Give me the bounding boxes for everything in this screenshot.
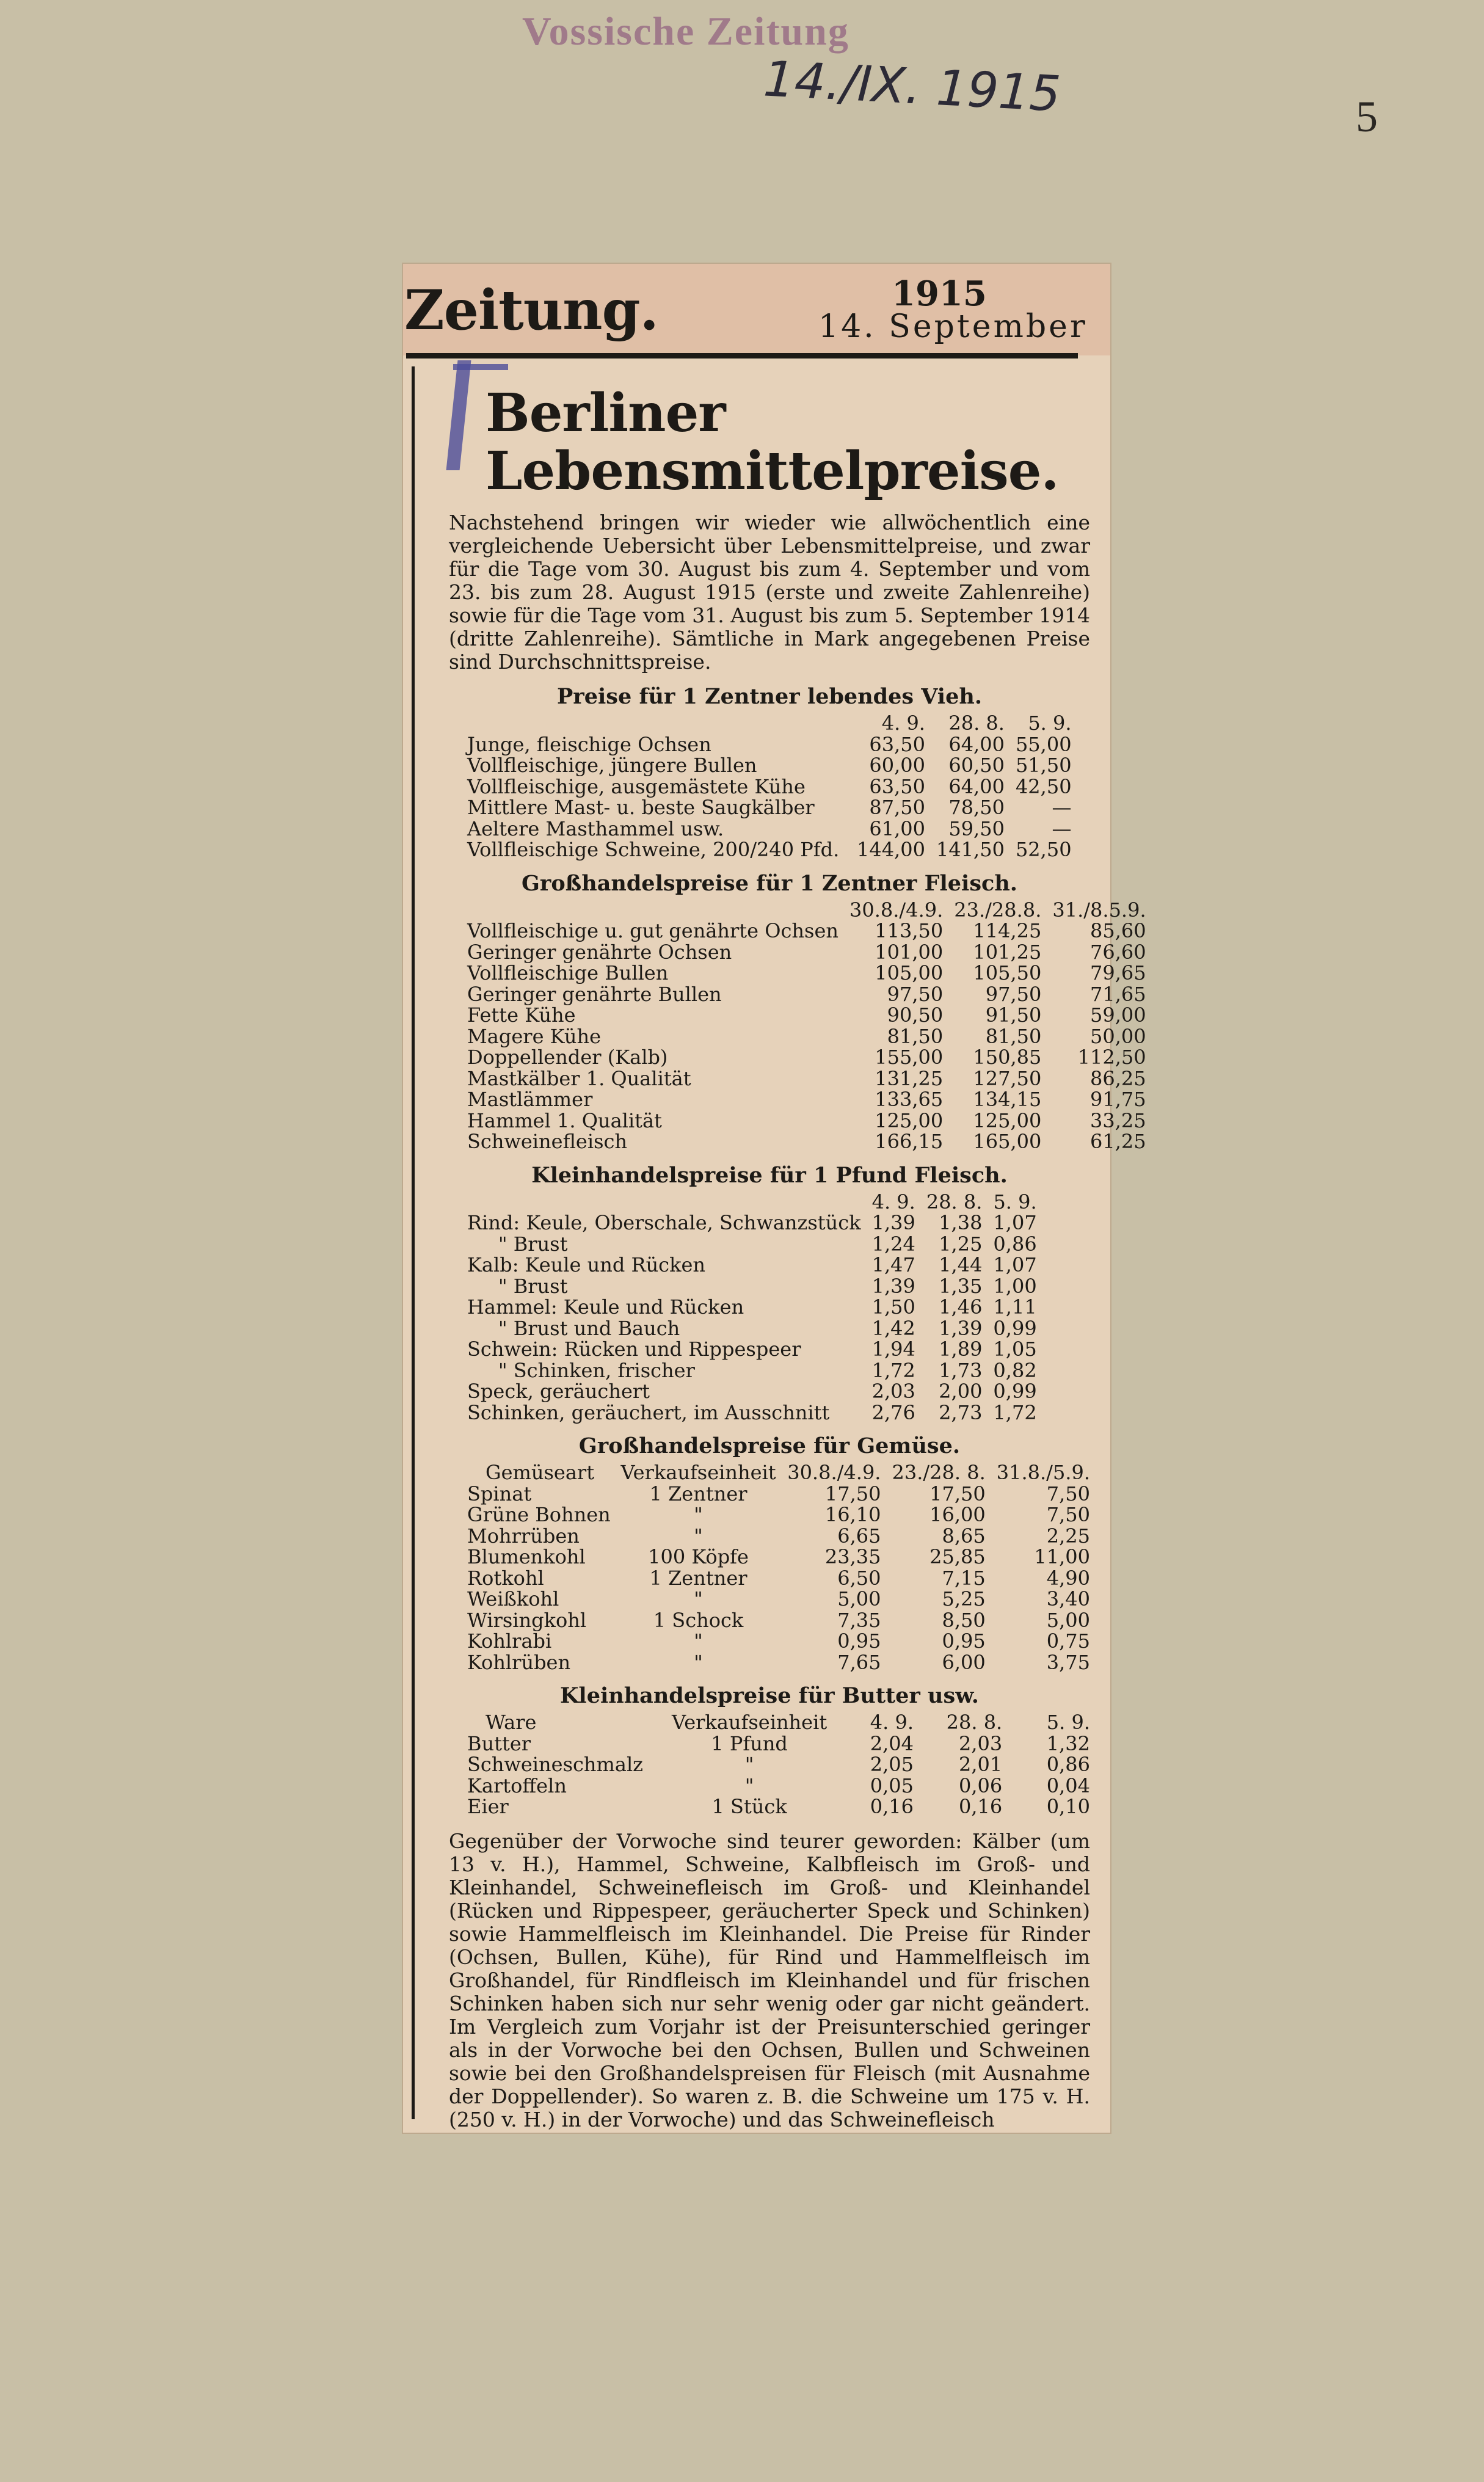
table-header	[467, 1192, 1037, 1213]
masthead-rule	[406, 353, 1078, 358]
cell: 78,50	[948, 796, 1005, 820]
cell: 114,25	[973, 919, 1042, 943]
page-number: 5	[1356, 92, 1378, 141]
cell: 6,65	[837, 1524, 881, 1548]
cell: 112,50	[1077, 1046, 1146, 1069]
masthead-year: 1915	[892, 274, 987, 314]
cell: 1 Zentner	[649, 1482, 747, 1505]
row-label: Vollfleischige, ausgemästete Kühe	[467, 774, 806, 798]
row-label: Mastlämmer	[467, 1088, 593, 1112]
row-label: Magere Kühe	[467, 1024, 602, 1048]
cell: 87,50	[869, 796, 925, 820]
cell: "	[744, 1753, 754, 1777]
cell: 7,15	[942, 1566, 986, 1590]
row-label: " Brust und Bauch	[467, 1316, 680, 1340]
cell: 1,72	[993, 1400, 1037, 1424]
cell: "	[694, 1650, 703, 1674]
cell: 60,50	[948, 754, 1005, 777]
column-header: 30.8./4.9.	[849, 898, 944, 922]
table-row	[467, 776, 1072, 798]
cell: 2,73	[939, 1400, 983, 1424]
row-label: Rind: Keule, Oberschale, Schwanzstück	[467, 1211, 861, 1235]
cell: "	[744, 1774, 754, 1797]
cell: 2,05	[870, 1753, 914, 1777]
column-header: Verkaufseinheit	[620, 1461, 776, 1485]
row-label: " Brust	[467, 1232, 568, 1256]
cell: 5,00	[837, 1587, 881, 1611]
cell: 25,85	[929, 1545, 986, 1569]
cell: 141,50	[936, 838, 1005, 862]
cell: 33,25	[1090, 1108, 1146, 1132]
cell: 2,25	[1046, 1524, 1090, 1548]
section-title-vegetables: Großhandelspreise für Gemüse.	[578, 1433, 961, 1459]
table-row	[467, 1610, 1090, 1631]
table-row	[467, 734, 1072, 755]
cell: 165,00	[973, 1130, 1042, 1154]
table-header	[467, 713, 1072, 734]
article	[449, 373, 1146, 2131]
table-wholesale-meat	[467, 900, 1146, 1152]
table-butter	[467, 1712, 1090, 1818]
cell: 1 Schock	[653, 1608, 744, 1632]
cell: 1,44	[939, 1253, 983, 1277]
row-label: Kalb: Keule und Rücken	[467, 1253, 706, 1277]
cell: 60,00	[869, 754, 925, 777]
intro-paragraph: Nachstehend bringen wir wieder wie allwöchentlich eine vergleichende Uebersicht über Lebensmittelpreise, und zwar für die Tage vom 30. August bis zum 4. September und vom 23. bis zum 28. August 1915 (erste und zweite Zahlenreihe) sowie für die Tage vom 31. August bis zum 5. September 1914 (dritte Zahlenreihe). Sämtliche in Mark angegebenen Preise sind Durchschnittspreise.	[449, 511, 1090, 674]
cell: 144,00	[857, 838, 925, 862]
table-row	[467, 1276, 1037, 1297]
table-row	[467, 1131, 1146, 1152]
row-label: Mohrrüben	[467, 1524, 580, 1548]
cell: 50,00	[1090, 1024, 1146, 1048]
column-header: 5. 9.	[993, 1190, 1037, 1214]
table-row	[467, 1339, 1037, 1360]
cell: 1,07	[993, 1211, 1037, 1235]
row-label: Kartoffeln	[467, 1774, 567, 1797]
column-header: Verkaufseinheit	[672, 1711, 827, 1734]
column-header: Ware	[486, 1711, 537, 1734]
row-label: Hammel 1. Qualität	[467, 1108, 662, 1132]
cell: 1,38	[939, 1211, 983, 1235]
cell: 64,00	[948, 774, 1005, 798]
cell: 85,60	[1090, 919, 1146, 943]
column-header: 28. 8.	[926, 1190, 983, 1214]
table-row	[467, 1589, 1090, 1610]
cell: 0,99	[993, 1380, 1037, 1403]
cell: 0,95	[837, 1629, 881, 1653]
cell: 91,75	[1090, 1088, 1146, 1112]
cell: 61,00	[869, 817, 925, 840]
cell: 63,50	[869, 774, 925, 798]
row-label: Spinat	[467, 1482, 532, 1505]
column-header: 31./8.5.9.	[1052, 898, 1146, 922]
cell: 113,50	[875, 919, 944, 943]
column-header: 28. 8.	[946, 1711, 1003, 1734]
row-label: Fette Kühe	[467, 1003, 576, 1027]
table-row	[467, 839, 1072, 861]
cell: 16,00	[929, 1503, 986, 1527]
cell: 1,89	[939, 1337, 983, 1361]
table-row	[467, 1026, 1146, 1047]
archive-stamp: Vossische Zeitung	[522, 9, 849, 54]
table-row	[467, 1796, 1090, 1818]
cell: "	[694, 1503, 703, 1527]
cell: 91,50	[985, 1003, 1042, 1027]
cell: 125,00	[875, 1108, 944, 1132]
table-row	[467, 1733, 1090, 1755]
cell: 97,50	[985, 982, 1042, 1006]
column-header: 4. 9.	[871, 1190, 915, 1214]
table-row	[467, 1483, 1090, 1505]
row-label: Vollfleischige, jüngere Bullen	[467, 754, 757, 777]
table-row	[467, 1212, 1037, 1234]
cell: 1,35	[939, 1274, 983, 1298]
row-label: Weißkohl	[467, 1587, 559, 1611]
table-row	[467, 920, 1146, 942]
table-row	[467, 1089, 1146, 1110]
cell: 3,40	[1046, 1587, 1090, 1611]
cell: 0,95	[942, 1629, 986, 1653]
table-row	[467, 1068, 1146, 1090]
cell: 8,65	[942, 1524, 986, 1548]
row-label: Wirsingkohl	[467, 1608, 587, 1632]
masthead-date: 14. September	[818, 308, 1088, 345]
cell: 17,50	[929, 1482, 986, 1505]
cell: 0,99	[993, 1316, 1037, 1340]
table-row	[467, 1318, 1037, 1339]
section-title-butter: Kleinhandelspreise für Butter usw.	[559, 1683, 979, 1709]
row-label: Vollfleischige Bullen	[467, 961, 669, 985]
cell: 1,24	[871, 1232, 915, 1256]
table-row	[467, 1775, 1090, 1797]
row-label: Butter	[467, 1731, 531, 1755]
column-header: 30.8./4.9.	[787, 1461, 881, 1485]
handwritten-date: 14./IX. 1915	[762, 50, 1063, 123]
table-row	[467, 797, 1072, 818]
row-label: " Brust	[467, 1274, 568, 1298]
column-header: 4. 9.	[870, 1711, 914, 1734]
cell: 0,10	[1046, 1795, 1090, 1819]
row-label: Rotkohl	[467, 1566, 544, 1590]
cell: "	[694, 1587, 703, 1611]
cell: 76,60	[1090, 940, 1146, 964]
cell: 55,00	[1015, 732, 1072, 756]
cell: 1,32	[1046, 1731, 1090, 1755]
row-label: Schinken, geräuchert, im Ausschnitt	[467, 1400, 830, 1424]
cell: 59,00	[1090, 1003, 1146, 1027]
cell: 4,90	[1046, 1566, 1090, 1590]
table-row	[467, 1568, 1090, 1589]
cell: 150,85	[973, 1046, 1042, 1069]
cell: 1,46	[939, 1295, 983, 1319]
cell: 7,50	[1046, 1482, 1090, 1505]
cell: 1,47	[871, 1253, 915, 1277]
table-row	[467, 1110, 1146, 1132]
row-label: Speck, geräuchert	[467, 1380, 650, 1403]
cell: 166,15	[875, 1130, 944, 1154]
column-header: 4. 9.	[881, 711, 925, 735]
table-row	[467, 942, 1146, 963]
cell: 1,25	[939, 1232, 983, 1256]
cell: 105,50	[973, 961, 1042, 985]
table-vegetables	[467, 1462, 1090, 1673]
table-row	[467, 1402, 1037, 1424]
cell: 0,86	[1046, 1753, 1090, 1777]
table-row	[467, 1546, 1090, 1568]
column-header: 23./28. 8.	[892, 1461, 986, 1485]
headline: Berliner Lebensmittelpreise.	[486, 382, 1059, 502]
table-row	[467, 1652, 1090, 1673]
cell: 1,73	[939, 1358, 983, 1382]
table-row	[467, 1047, 1146, 1068]
row-label: Schweineschmalz	[467, 1753, 644, 1777]
table-row	[467, 818, 1072, 840]
cell: 63,50	[869, 732, 925, 756]
table-row	[467, 1631, 1090, 1652]
table-row	[467, 963, 1146, 984]
row-label: Vollfleischige u. gut genährte Ochsen	[467, 919, 838, 943]
column-header: 31.8./5.9.	[996, 1461, 1090, 1485]
cell: 1 Pfund	[711, 1731, 788, 1755]
cell: 52,50	[1015, 838, 1072, 862]
cell: 61,25	[1090, 1130, 1146, 1154]
cell: 5,00	[1046, 1608, 1090, 1632]
cell: 1,00	[993, 1274, 1037, 1298]
cell: 0,75	[1046, 1629, 1090, 1653]
row-label: Mittlere Mast- u. beste Saugkälber	[467, 796, 815, 820]
cell: 8,50	[942, 1608, 986, 1632]
table-row	[467, 1526, 1090, 1547]
cell: 3,75	[1046, 1650, 1090, 1674]
cell: 1,94	[871, 1337, 915, 1361]
row-label: Junge, fleischige Ochsen	[467, 732, 711, 756]
column-header: 5. 9.	[1028, 711, 1072, 735]
cell: 1,39	[871, 1274, 915, 1298]
cell: 97,50	[887, 982, 944, 1006]
table-row	[467, 1297, 1037, 1318]
row-label: Blumenkohl	[467, 1545, 586, 1569]
column-header: Gemüseart	[486, 1461, 595, 1485]
cell: 1,50	[871, 1295, 915, 1319]
pencil-mark-bar	[453, 364, 508, 370]
column-header: 5. 9.	[1046, 1711, 1090, 1734]
cell: 5,25	[942, 1587, 986, 1611]
row-label: Eier	[467, 1795, 509, 1819]
table-row	[467, 1754, 1090, 1775]
table-livestock	[467, 713, 1072, 861]
cell: 101,00	[875, 940, 944, 964]
cell: 100 Köpfe	[648, 1545, 749, 1569]
cell: —	[1052, 817, 1072, 840]
cell: 0,04	[1046, 1774, 1090, 1797]
row-label: Aeltere Masthammel usw.	[467, 817, 724, 840]
cell: 1,42	[871, 1316, 915, 1340]
cell: 155,00	[875, 1046, 944, 1069]
cell: 1,39	[939, 1316, 983, 1340]
cell: 6,00	[942, 1650, 986, 1674]
table-row	[467, 984, 1146, 1005]
cell: 90,50	[887, 1003, 944, 1027]
section-title-wholesale-meat: Großhandelspreise für 1 Zentner Fleisch.	[521, 870, 1017, 896]
table-row	[467, 1381, 1037, 1402]
table-retail-meat	[467, 1192, 1037, 1424]
row-label: " Schinken, frischer	[467, 1358, 695, 1382]
cell: 0,16	[870, 1795, 914, 1819]
cell: 2,76	[871, 1400, 915, 1424]
cell: 1,05	[993, 1337, 1037, 1361]
cell: 16,10	[824, 1503, 881, 1527]
cell: 86,25	[1090, 1066, 1146, 1090]
cell: "	[694, 1629, 703, 1653]
cell: 2,04	[870, 1731, 914, 1755]
cell: 133,65	[875, 1088, 944, 1112]
cell: 1 Stück	[711, 1795, 787, 1819]
table-header	[467, 1712, 1090, 1733]
cell: 131,25	[875, 1066, 944, 1090]
cell: 0,86	[993, 1232, 1037, 1256]
cell: 81,50	[985, 1024, 1042, 1048]
cell: 0,05	[870, 1774, 914, 1797]
cell: 81,50	[887, 1024, 944, 1048]
row-label: Vollfleischige Schweine, 200/240 Pfd.	[467, 838, 840, 862]
cell: 71,65	[1090, 982, 1146, 1006]
row-label: Geringer genährte Ochsen	[467, 940, 732, 964]
cell: 6,50	[837, 1566, 881, 1590]
cell: 0,06	[958, 1774, 1003, 1797]
column-header: 23./28.8.	[954, 898, 1042, 922]
section-title-livestock: Preise für 1 Zentner lebendes Vieh.	[556, 684, 983, 710]
cell: 7,35	[837, 1608, 881, 1632]
cell: 59,50	[948, 817, 1005, 840]
cell: 0,82	[993, 1358, 1037, 1382]
cell: 2,00	[939, 1380, 983, 1403]
masthead-name: Zeitung.	[404, 278, 658, 343]
cell: 127,50	[973, 1066, 1042, 1090]
table-header	[467, 900, 1146, 921]
row-label: Doppellender (Kalb)	[467, 1046, 668, 1069]
cell: 2,01	[958, 1753, 1003, 1777]
column-rule	[412, 366, 415, 2119]
column-header: 28. 8.	[948, 711, 1005, 735]
row-label: Schwein: Rücken und Rippespeer	[467, 1337, 801, 1361]
cell: 2,03	[958, 1731, 1003, 1755]
cell: 1 Zentner	[649, 1566, 747, 1590]
cell: 64,00	[948, 732, 1005, 756]
table-row	[467, 1254, 1037, 1276]
cell: 1,39	[871, 1211, 915, 1235]
row-label: Mastkälber 1. Qualität	[467, 1066, 691, 1090]
cell: 79,65	[1090, 961, 1146, 985]
cell: 125,00	[973, 1108, 1042, 1132]
cell: 51,50	[1015, 754, 1072, 777]
cell: 134,15	[973, 1088, 1042, 1112]
cell: 23,35	[824, 1545, 881, 1569]
table-row	[467, 1360, 1037, 1381]
table-row	[467, 1504, 1090, 1526]
table-row	[467, 1234, 1037, 1255]
row-label: Kohlrabi	[467, 1629, 552, 1653]
cell: 2,03	[871, 1380, 915, 1403]
cell: "	[694, 1524, 703, 1548]
table-header	[467, 1462, 1090, 1483]
cell: 0,16	[958, 1795, 1003, 1819]
cell: 11,00	[1034, 1545, 1090, 1569]
cell: 17,50	[824, 1482, 881, 1505]
cell: 101,25	[973, 940, 1042, 964]
row-label: Grüne Bohnen	[467, 1503, 611, 1527]
cell: 1,72	[871, 1358, 915, 1382]
cell: 42,50	[1015, 774, 1072, 798]
table-row	[467, 755, 1072, 776]
cell: 1,07	[993, 1253, 1037, 1277]
row-label: Kohlrüben	[467, 1650, 571, 1674]
row-label: Geringer genährte Bullen	[467, 982, 722, 1006]
section-title-retail-meat: Kleinhandelspreise für 1 Pfund Fleisch.	[531, 1162, 1008, 1188]
row-label: Schweinefleisch	[467, 1130, 628, 1154]
table-row	[467, 1005, 1146, 1026]
cell: 1,11	[993, 1295, 1037, 1319]
cell: 7,65	[837, 1650, 881, 1674]
cell: —	[1052, 796, 1072, 820]
cell: 105,00	[875, 961, 944, 985]
cell: 7,50	[1046, 1503, 1090, 1527]
row-label: Hammel: Keule und Rücken	[467, 1295, 744, 1319]
closing-paragraph: Gegenüber der Vorwoche sind teurer geworden: Kälber (um 13 v. H.), Hammel, Schweine, Kalbfleisch im Groß- und Kleinhandel, Schweinefleisch im Groß- und Kleinhandel (Rücken und Rippespeer, geräucherter Speck und Schinken) sowie Hammelfleisch im Kleinhandel. Die Preise für Rinder (Ochsen, Bullen, Kühe), für Rind und Hammelfleisch im Großhandel, für Rindfleisch im Kleinhandel und für frischen Schinken haben sich nur sehr wenig oder gar nicht geändert. Im Vergleich zum Vorjahr ist der Preisunterschied geringer als in der Vorwoche bei den Ochsen, Bullen und Schweinen sowie bei den Großhandelspreisen für Fleisch (mit Ausnahme der Doppellender). So waren z. B. die Schweine um 175 v. H. (250 v. H.) in der Vorwoche) und das Schweinefleisch	[449, 1829, 1090, 2131]
